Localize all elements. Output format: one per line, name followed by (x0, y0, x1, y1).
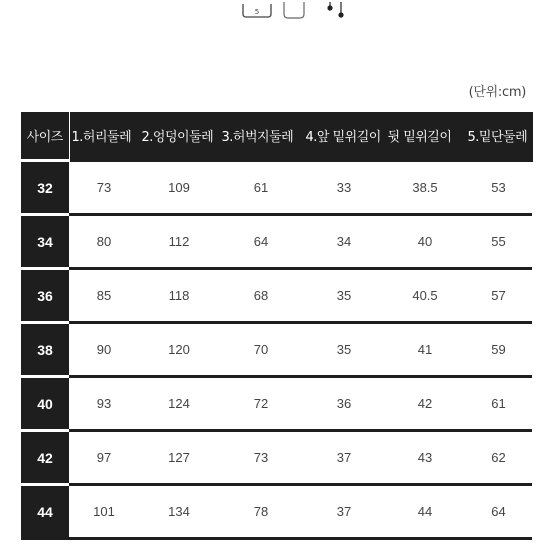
thigh-value: 64 (219, 215, 303, 269)
hip-value: 127 (139, 431, 219, 485)
thigh-value: 68 (219, 269, 303, 323)
size-cell: 44 (21, 485, 69, 539)
unit-note: (단위:cm) (468, 85, 526, 100)
waist-diagram-icon (243, 4, 271, 17)
back-rise-value: 40 (385, 215, 465, 269)
thigh-value: 73 (219, 431, 303, 485)
hem-value: 64 (465, 485, 532, 539)
front-rise-value: 37 (303, 431, 385, 485)
header-thigh: 3.허벅지둘레 (219, 112, 303, 161)
rise-marker-icon (328, 2, 343, 17)
waist-value: 73 (69, 161, 139, 215)
size-cell: 32 (21, 161, 69, 215)
back-rise-value: 38.5 (385, 161, 465, 215)
svg-text:5: 5 (254, 8, 260, 16)
thigh-value: 78 (219, 485, 303, 539)
back-rise-value: 41 (385, 323, 465, 377)
waist-value: 85 (69, 269, 139, 323)
waist-value: 101 (69, 485, 139, 539)
table-row (21, 323, 532, 377)
thigh-value: 72 (219, 377, 303, 431)
size-cell: 36 (21, 269, 69, 323)
header-hem: 5.밑단둘레 (465, 112, 532, 161)
table-row (21, 269, 532, 323)
back-rise-value: 43 (385, 431, 465, 485)
hip-value: 120 (139, 323, 219, 377)
hem-value: 53 (465, 161, 532, 215)
table-row (21, 161, 532, 215)
front-rise-value: 33 (303, 161, 385, 215)
thigh-value: 61 (219, 161, 303, 215)
waist-value: 93 (69, 377, 139, 431)
header-front-rise: 4.앞 밑위길이 (303, 112, 385, 161)
size-cell: 40 (21, 377, 69, 431)
table-row (21, 431, 532, 485)
hip-value: 109 (139, 161, 219, 215)
size-cell: 34 (21, 215, 69, 269)
size-chart-table (21, 112, 533, 540)
back-rise-value: 40.5 (385, 269, 465, 323)
table-row (21, 485, 532, 539)
hip-value: 124 (139, 377, 219, 431)
header-hip: 2.엉덩이둘레 (139, 112, 219, 161)
table-row (21, 215, 532, 269)
front-rise-value: 34 (303, 215, 385, 269)
pants-outline-icon (284, 2, 304, 18)
hip-value: 112 (139, 215, 219, 269)
table-row (21, 377, 532, 431)
hem-value: 62 (465, 431, 532, 485)
size-cell: 38 (21, 323, 69, 377)
thigh-value: 70 (219, 323, 303, 377)
front-rise-value: 35 (303, 323, 385, 377)
waist-value: 80 (69, 215, 139, 269)
back-rise-value: 44 (385, 485, 465, 539)
waist-value: 97 (69, 431, 139, 485)
waist-value: 90 (69, 323, 139, 377)
header-size: 사이즈 (21, 112, 69, 161)
header-back-rise: 뒷 밑위길이 (385, 112, 465, 161)
hem-value: 55 (465, 215, 532, 269)
front-rise-value: 37 (303, 485, 385, 539)
header-row (21, 112, 532, 161)
hem-value: 57 (465, 269, 532, 323)
front-rise-value: 35 (303, 269, 385, 323)
hem-value: 59 (465, 323, 532, 377)
hem-value: 61 (465, 377, 532, 431)
hip-value: 134 (139, 485, 219, 539)
header-waist: 1.허리둘레 (69, 112, 139, 161)
measurement-diagram (0, 0, 552, 24)
size-cell: 42 (21, 431, 69, 485)
hip-value: 118 (139, 269, 219, 323)
front-rise-value: 36 (303, 377, 385, 431)
back-rise-value: 42 (385, 377, 465, 431)
